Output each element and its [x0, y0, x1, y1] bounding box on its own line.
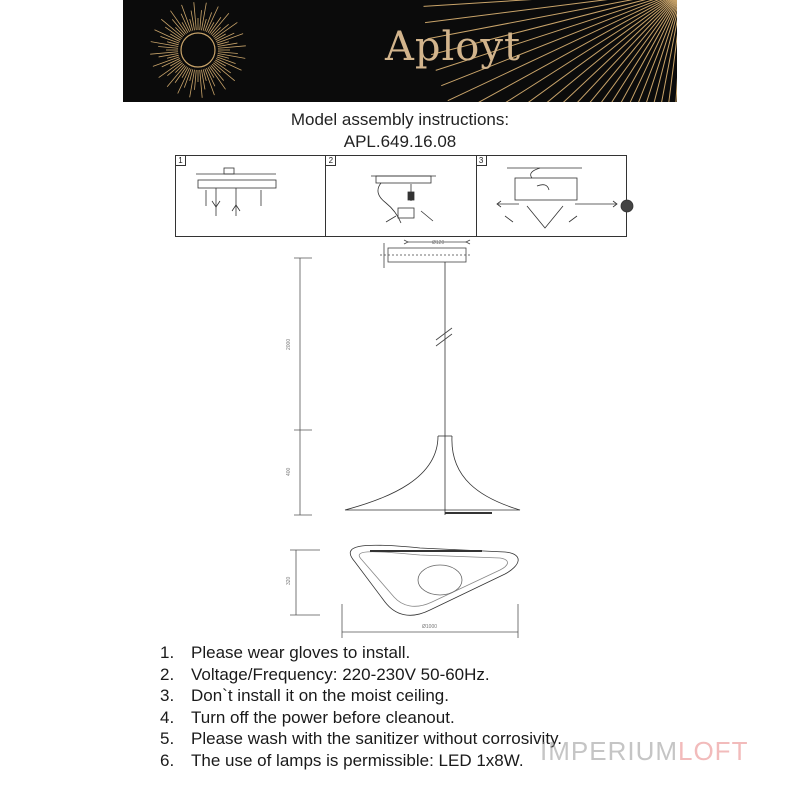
- step-number: 1: [176, 156, 186, 166]
- instruction-item: 4. Turn off the power before cleanout.: [160, 707, 455, 727]
- depth-value: 320: [286, 576, 292, 585]
- document-title: Model assembly instructions:: [290, 110, 510, 129]
- instruction-item: 3. Don`t install it on the moist ceiling.: [160, 686, 449, 705]
- instruction-item: 2. Voltage/Frequency: 220-230V 50-60Hz.: [160, 664, 490, 684]
- canopy: [380, 240, 470, 268]
- safety-instructions: [160, 642, 562, 771]
- cable-length-dimension: 2000: [286, 338, 292, 350]
- model-number: APL.649.16.08: [343, 132, 457, 151]
- cable-break-mark: [436, 328, 452, 346]
- step-number: 2: [326, 156, 336, 166]
- instruction-item: 6. The use of lamps is permissible: LED 1x8W.: [160, 750, 524, 770]
- height-dimension: [294, 258, 312, 515]
- watermark: IMPERIUMLOFT: [540, 736, 749, 766]
- depth-dimension: [290, 550, 320, 615]
- width-dimension: [342, 604, 518, 638]
- instruction-item: 1. Please wear gloves to install.: [160, 643, 411, 662]
- instruction-item: 5. Please wash with the sanitizer without corrosivity.: [160, 729, 563, 748]
- canopy-width-dimension: Ø120: [432, 240, 445, 246]
- width-value: Ø1000: [422, 624, 438, 630]
- lamp-side-view: [345, 436, 520, 515]
- brand-logo: Aployt: [385, 24, 522, 70]
- lamp-height-dimension: 400: [286, 467, 292, 476]
- step-number: 3: [477, 156, 487, 166]
- lamp-top-view: [350, 545, 518, 615]
